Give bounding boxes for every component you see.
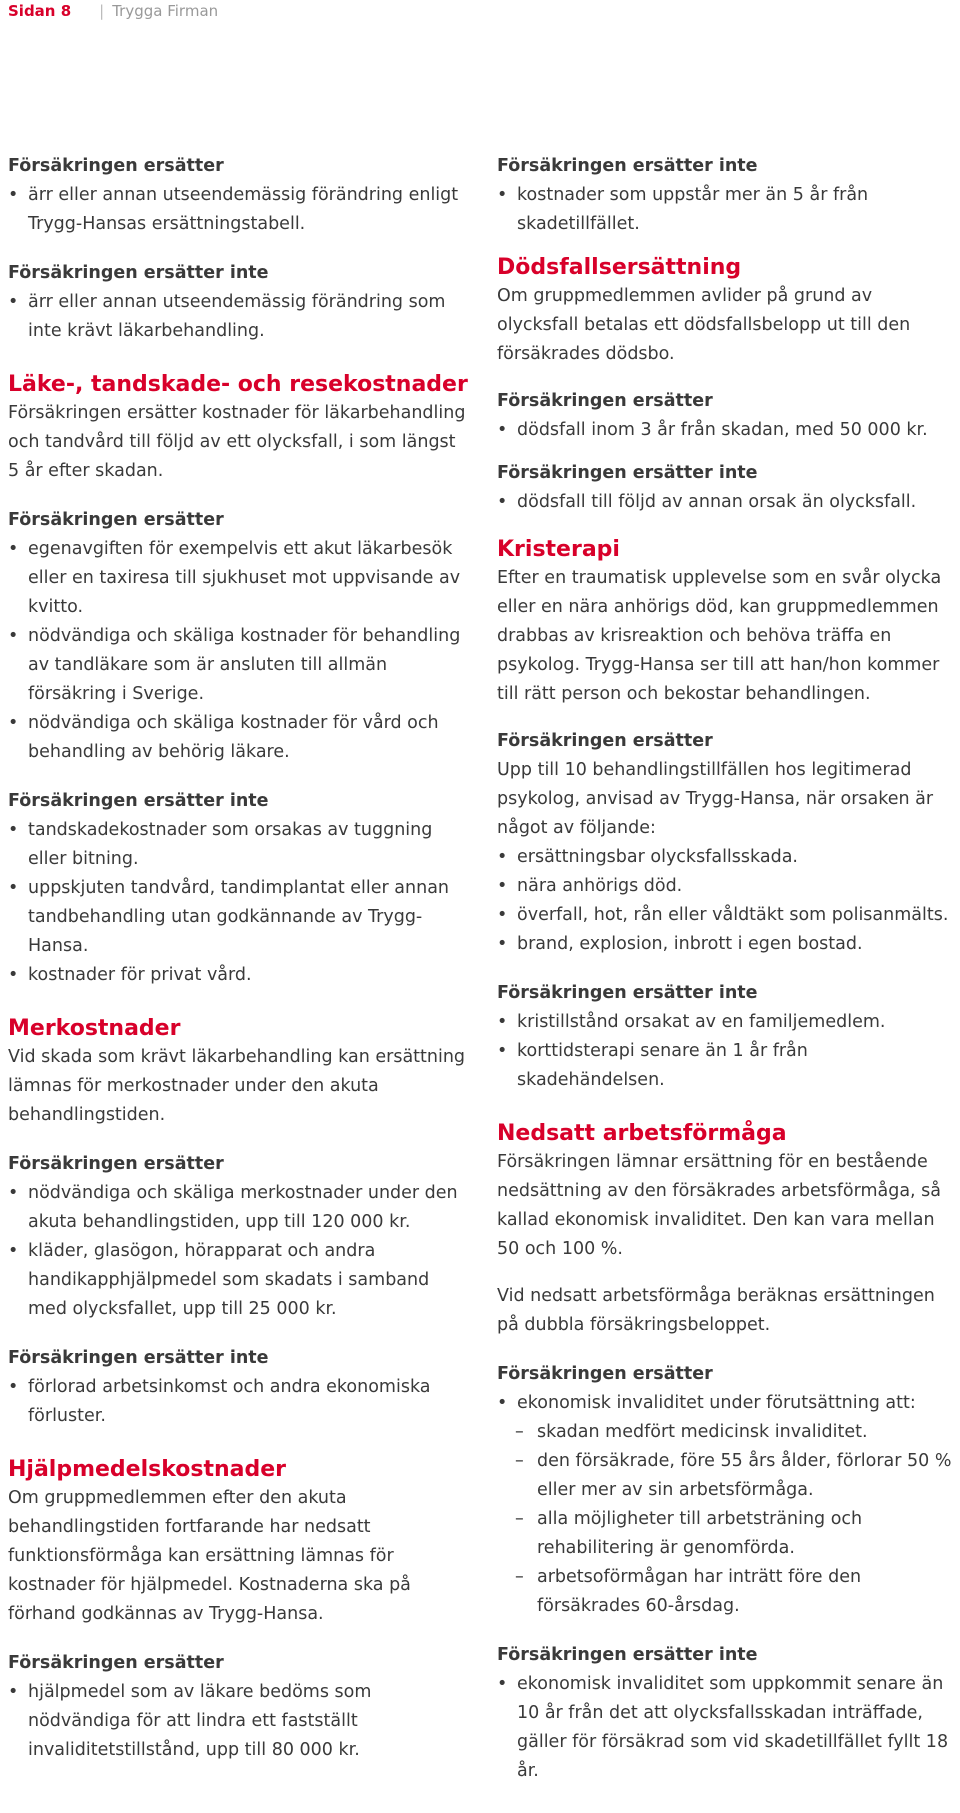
- covered-list: [497, 843, 957, 959]
- excluded-list: [8, 288, 468, 346]
- list-item: • egenavgiften för exempelvis ett akut läkarbesök eller en taxiresa till sjukhuset mot uppvisande av kvitto.: [8, 535, 468, 622]
- list-item: • hjälpmedel som av läkare bedöms som nödvändiga för att lindra ett fastställt invaliditetstillstånd, upp till 80 000 kr.: [8, 1678, 468, 1765]
- list-item: • nödvändiga och skäliga merkostnader under den akuta behandlingstiden, upp till 120 000 kr.: [8, 1179, 468, 1237]
- list-item: • nära anhörigs död.: [497, 872, 957, 901]
- section-intro: Vid skada som krävt läkarbehandling kan ersättning lämnas för merkostnader under den akuta behandlingstiden.: [8, 1047, 466, 1125]
- excluded-list: [497, 488, 957, 517]
- excluded-list: [8, 1373, 468, 1431]
- covered-heading: Försäkringen ersätter: [8, 1154, 224, 1174]
- condition-item: – den försäkrade, före 55 års ålder, förlorar 50 % eller mer av sin arbetsförmåga.: [497, 1447, 957, 1505]
- header-separator: |: [99, 2, 105, 20]
- list-item: • dödsfall inom 3 år från skadan, med 50 000 kr.: [497, 416, 957, 445]
- covered-heading: Försäkringen ersätter: [497, 1364, 713, 1384]
- covered-list: [497, 416, 957, 445]
- covered-list: [8, 1678, 468, 1765]
- covered-list: [8, 181, 468, 239]
- condition-item: – arbetsoförmågan har inträtt före den försäkrades 60-årsdag.: [497, 1563, 957, 1621]
- condition-list: [497, 1418, 957, 1621]
- list-item: • ekonomisk invaliditet under förutsättning att:: [497, 1389, 957, 1418]
- right-column: [497, 152, 957, 1786]
- excluded-heading: Försäkringen ersätter inte: [497, 1645, 758, 1665]
- page-header: [8, 0, 218, 22]
- section-intro: Om gruppmedlemmen avlider på grund av olycksfall betalas ett dödsfallsbelopp ut till den försäkrades dödsbo.: [497, 286, 911, 364]
- excluded-list: [8, 816, 468, 990]
- covered-heading: Försäkringen ersätter: [8, 510, 224, 530]
- header-title: Trygga Firman: [112, 2, 219, 20]
- covered-list: [8, 1179, 468, 1324]
- list-item: • dödsfall till följd av annan orsak än olycksfall.: [497, 488, 957, 517]
- list-item: • kostnader som uppstår mer än 5 år från skadetillfället.: [497, 181, 957, 239]
- section-intro-2: Vid nedsatt arbetsförmåga beräknas ersättningen på dubbla försäkringsbeloppet.: [497, 1286, 935, 1335]
- condition-item: – skadan medfört medicinsk invaliditet.: [497, 1418, 957, 1447]
- list-item: • ekonomisk invaliditet som uppkommit senare än 10 år från det att olycksfallsskadan inträffade, gäller för försäkrad som vid skadetillfället fyllt 18 år.: [497, 1670, 957, 1786]
- list-item: • brand, explosion, inbrott i egen bostad.: [497, 930, 957, 959]
- list-item: • nödvändiga och skäliga kostnader för behandling av tandläkare som är ansluten till allmän försäkring i Sverige.: [8, 622, 468, 709]
- list-item: • kläder, glasögon, hörapparat och andra handikapphjälpmedel som skadats i samband med olycksfallet, upp till 25 000 kr.: [8, 1237, 468, 1324]
- excluded-heading: Försäkringen ersätter inte: [497, 983, 758, 1003]
- excluded-heading: Försäkringen ersätter inte: [497, 156, 758, 176]
- excluded-list: [497, 1008, 957, 1095]
- section-intro: Försäkringen lämnar ersättning för en bestående nedsättning av den försäkrades arbetsförmåga, så kallad ekonomisk invaliditet. Den kan vara mellan 50 och 100 %.: [497, 1152, 942, 1259]
- section-title-lakekostnader: Läke-, tandskade- och resekostnader: [8, 372, 468, 397]
- covered-heading: Försäkringen ersätter: [8, 1653, 224, 1673]
- section-title-kristerapi: Kristerapi: [497, 537, 620, 562]
- page-number: Sidan 8: [8, 2, 72, 20]
- list-item: • överfall, hot, rån eller våldtäkt som polisanmälts.: [497, 901, 957, 930]
- excluded-heading: Försäkringen ersätter inte: [8, 263, 269, 283]
- section-title-hjalpmedel: Hjälpmedelskostnader: [8, 1457, 287, 1482]
- list-item: • kristillstånd orsakat av en familjemedlem.: [497, 1008, 957, 1037]
- section-title-arbetsformaga: Nedsatt arbetsförmåga: [497, 1121, 787, 1146]
- excluded-heading: Försäkringen ersätter inte: [8, 791, 269, 811]
- list-item: • ersättningsbar olycksfallsskada.: [497, 843, 957, 872]
- excluded-list: [497, 1670, 957, 1786]
- list-item: • uppskjuten tandvård, tandimplantat eller annan tandbehandling utan godkännande av Trygg-Hansa.: [8, 874, 468, 961]
- section-title-merkostnader: Merkostnader: [8, 1016, 181, 1041]
- list-item: • korttidsterapi senare än 1 år från skadehändelsen.: [497, 1037, 957, 1095]
- list-item: • ärr eller annan utseendemässig förändring som inte krävt läkarbehandling.: [8, 288, 468, 346]
- condition-item: – alla möjligheter till arbetsträning och rehabilitering är genomförda.: [497, 1505, 957, 1563]
- covered-heading: Försäkringen ersätter: [497, 731, 713, 751]
- excluded-list: [497, 181, 957, 239]
- list-item: • kostnader för privat vård.: [8, 961, 468, 990]
- section-intro: Efter en traumatisk upplevelse som en svår olycka eller en nära anhörigs död, kan gruppmedlemmen drabbas av krisreaktion och behöva träffa en psykolog. Trygg-Hansa ser till att han/hon kommer till rätt person och bekostar behandlingen.: [497, 568, 942, 704]
- section-intro: Försäkringen ersätter kostnader för läkarbehandling och tandvård till följd av ett olycksfall, i som längst 5 år efter skadan.: [8, 403, 466, 481]
- excluded-heading: Försäkringen ersätter inte: [8, 1348, 269, 1368]
- list-item: • ärr eller annan utseendemässig förändring enligt Trygg-Hansas ersättningstabell.: [8, 181, 468, 239]
- covered-intro: Upp till 10 behandlingstillfällen hos legitimerad psykolog, anvisad av Trygg-Hansa, när orsaken är något av följande:: [497, 760, 934, 838]
- covered-list: [8, 535, 468, 767]
- section-title-dodsfall: Dödsfallsersättning: [497, 255, 742, 280]
- list-item: • nödvändiga och skäliga kostnader för vård och behandling av behörig läkare.: [8, 709, 468, 767]
- list-item: • förlorad arbetsinkomst och andra ekonomiska förluster.: [8, 1373, 468, 1431]
- section-intro: Om gruppmedlemmen efter den akuta behandlingstiden fortfarande har nedsatt funktionsförmåga kan ersättning lämnas för kostnader för hjälpmedel. Kostnaderna ska på förhand godkännas av Trygg-Hansa.: [8, 1488, 411, 1624]
- excluded-heading: Försäkringen ersätter inte: [497, 463, 758, 483]
- list-item: • tandskadekostnader som orsakas av tuggning eller bitning.: [8, 816, 468, 874]
- covered-heading: Försäkringen ersätter: [497, 391, 713, 411]
- covered-heading: Försäkringen ersätter: [8, 156, 224, 176]
- left-column: [8, 152, 468, 1765]
- covered-list: [497, 1389, 957, 1418]
